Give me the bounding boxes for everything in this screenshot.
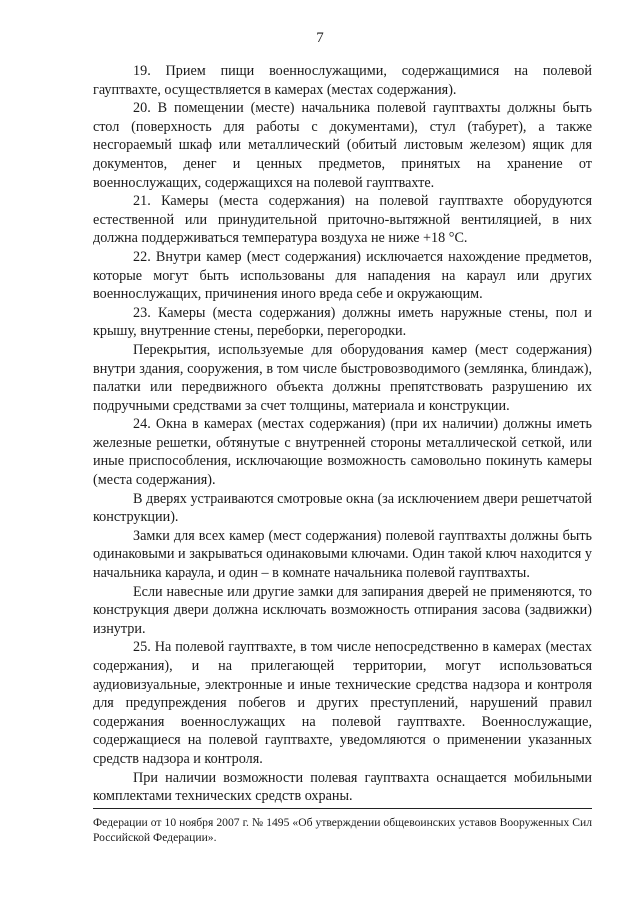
paragraph-21: 21. Камеры (места содержания) на полевой гауптвахте оборудуются естественной или принудительной приточно-вытяжной вентиляцией, в них должна поддерживаться температура воздуха не ниже +18 °С.: [93, 193, 592, 247]
paragraph-22: 22. Внутри камер (мест содержания) исключается нахождение предметов, которые могут быть использованы для нападения на караул или других военнослужащих, причинения иного вреда себе и окружающим.: [93, 248, 592, 303]
paragraph-25-mobile-equipment: При наличии возможности полевая гауптвахта оснащается мобильными комплектами технических средств охраны.: [93, 769, 592, 805]
paragraph-24-door-construction: Если навесные или другие замки для запирания дверей не применяются, то конструкция двери должна исключать возможность отпирания засова (задвижки) изнутри.: [93, 583, 592, 637]
footnote-text: Федерации от 10 ноября 2007 г. № 1495 «Об утверждении общевоинских уставов Вооруженных Сил Российской Федерации».: [93, 816, 592, 844]
page-number: 7: [316, 30, 324, 46]
paragraph-23: 23. Камеры (места содержания) должны иметь наружные стены, пол и крышу, внутренние стены, переборки, перегородки.: [93, 304, 592, 340]
paragraph-24-locks: Замки для всех камер (мест содержания) полевой гауптвахты должны быть одинаковыми и закрываться одинаковыми ключами. Один такой ключ находится у начальника караула, и один – в комнате начальника полевой гауптвахты.: [93, 527, 592, 582]
document-body: [93, 62, 592, 806]
paragraph-25: 25. На полевой гауптвахте, в том числе непосредственно в камерах (местах содержания), и на прилегающей территории, могут использоваться аудиовизуальные, электронные и иные технические средства надзора и контроля для предупреждения побегов и других преступлений, нарушений правил содержания военнослужащих на полевой гауптвахте. Военнослужащие, содержащиеся на полевой гауптвахте, уведомляются о применении указанных средств надзора и контроля.: [93, 639, 592, 767]
paragraph-19: 19. Прием пищи военнослужащими, содержащимися на полевой гауптвахте, осуществляется в камерах (местах содержания).: [93, 63, 592, 98]
footnote-divider: [93, 808, 592, 809]
paragraph-24: 24. Окна в камерах (местах содержания) (при их наличии) должны иметь железные решетки, обтянутые с внутренней стороны металлической сеткой, или иные приспособления, исключающие возможность самовольно покинуть камеры (места содержания).: [93, 416, 592, 489]
paragraph-23-ceilings: Перекрытия, используемые для оборудования камер (мест содержания) внутри здания, сооружения, в том числе быстровозводимого (землянка, блиндаж), палатки или передвижного объекта должны препятствовать разрушению их подручными средствами за счет толщины, материала и конструкции.: [93, 341, 592, 414]
paragraph-20: 20. В помещении (месте) начальника полевой гауптвахты должны быть стол (поверхность для работы с документами), стул (табурет), а также несгораемый шкаф или металлический (обитый листовым железом) ящик для документов, денег и ценных предметов, принятых на хранение от военнослужащих, содержащихся на полевой гауптвахте.: [93, 100, 592, 191]
paragraph-24-door-windows: В дверях устраиваются смотровые окна (за исключением двери решетчатой конструкции).: [93, 490, 592, 526]
